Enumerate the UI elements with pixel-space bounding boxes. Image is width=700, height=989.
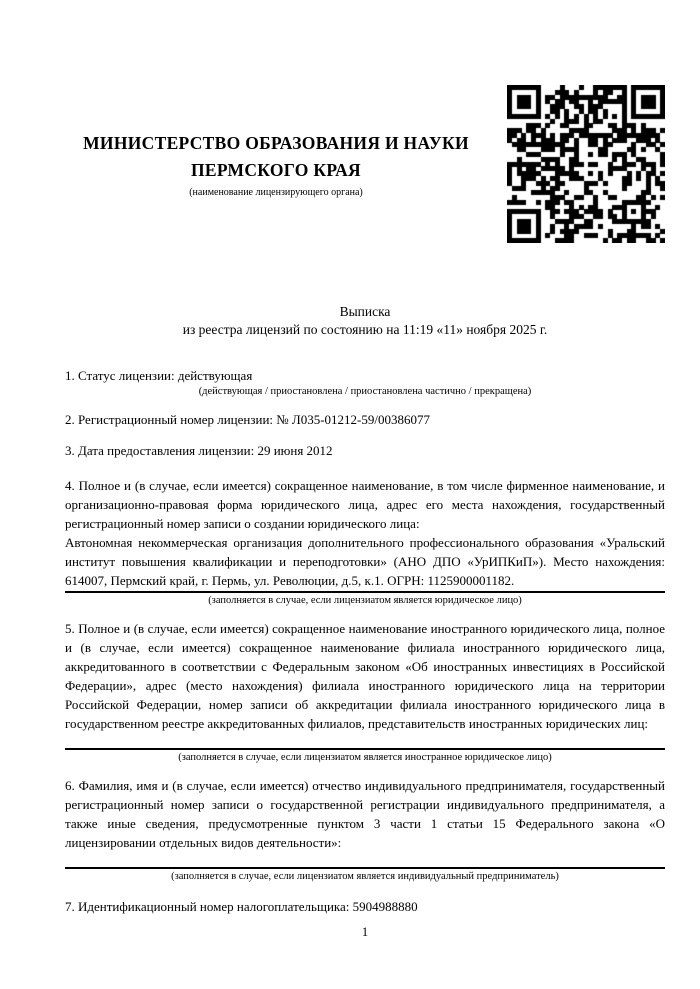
title-line2: из реестра лицензий по состоянию на 11:19 «11» ноября 2025 г. xyxy=(182,322,548,337)
legal-entity-value: Автономная некоммерческая организация дополнительного профессионального образования «Уральский институт повышения квалификации и переподготовки» (АНО ДПО «УрИПКиП»). Место нахождения: 614007, Пермский край, г. Пермь, ул. Революции, д.5, к.1. ОГРН: 1125900001182. xyxy=(65,533,665,593)
ministry-name-line1: МИНИСТЕРСТВО ОБРАЗОВАНИЯ И НАУКИ xyxy=(83,133,469,153)
individual-entrepreneur-value-blank xyxy=(65,852,665,869)
section-registration-number xyxy=(65,410,665,429)
foreign-entity-value-blank xyxy=(65,733,665,750)
ministry-name-line2: ПЕРМСКОГО КРАЯ xyxy=(191,160,361,180)
registration-number-text: 2. Регистрационный номер лицензии: № Л035-01212-59/00386077 xyxy=(65,412,431,427)
section-grant-date xyxy=(65,441,665,460)
individual-entrepreneur-note: (заполняется в случае, если лицензиатом является индивидуальный предприниматель) xyxy=(171,871,559,882)
foreign-entity-clause: 5. Полное и (в случае, если имеется) сокращенное наименование иностранного юридического лица, полное и (в случае, если имеется) сокращенное наименование филиала иностранного юридического лица, аккредитованного в соответствии с Федеральным законом «Об иностранных инвестициях в Российской Федерации», адрес (место нахождения) филиала иностранного юридического лица на территории Российской Федерации, номер записи об аккредитации филиала иностранного юридического лица в государственном реестре аккредитованных филиалов, представительств иностранных юридических лиц: xyxy=(65,621,665,731)
individual-entrepreneur-clause: 6. Фамилия, имя и (в случае, если имеется) отчество индивидуального предпринимателя, государственный регистрационный номер записи о государственной регистрации индивидуального предпринимателя, а также иные сведения, предусмотренные пунктом 3 части 1 статьи 15 Федерального закона «О лицензировании отдельных видов деятельности»: xyxy=(65,778,665,850)
grant-date-text: 3. Дата предоставления лицензии: 29 июня 2012 xyxy=(65,443,333,458)
license-status-note: (действующая / приостановлена / приостановлена частично / прекращена) xyxy=(198,386,532,397)
page-number: 1 xyxy=(361,925,369,939)
document-body xyxy=(65,366,665,916)
qr-code-icon xyxy=(507,85,665,243)
legal-entity-note: (заполняется в случае, если лицензиатом является юридическое лицо) xyxy=(208,595,522,606)
licensing-authority-header xyxy=(65,130,487,199)
legal-entity-clause: 4. Полное и (в случае, если имеется) сокращенное наименование, в том числе фирменное наименование, и организационно-правовая форма юридического лица, адрес его места нахождения, государственный регистрационный номер записи о создании юридического лица: xyxy=(65,478,665,531)
section-foreign-entity xyxy=(65,619,665,764)
section-taxpayer-number xyxy=(65,897,665,916)
section-legal-entity xyxy=(65,476,665,607)
licensing-authority-note: (наименование лицензирующего органа) xyxy=(189,187,363,198)
taxpayer-number-text: 7. Идентификационный номер налогоплательщика: 5904988880 xyxy=(65,899,418,914)
section-license-status xyxy=(65,366,665,398)
foreign-entity-note: (заполняется в случае, если лицензиатом является иностранное юридическое лицо) xyxy=(178,752,552,763)
title-line1: Выписка xyxy=(339,304,391,319)
section-individual-entrepreneur xyxy=(65,776,665,883)
document-title xyxy=(65,303,665,339)
license-status-text: 1. Статус лицензии: действующая xyxy=(65,368,253,383)
